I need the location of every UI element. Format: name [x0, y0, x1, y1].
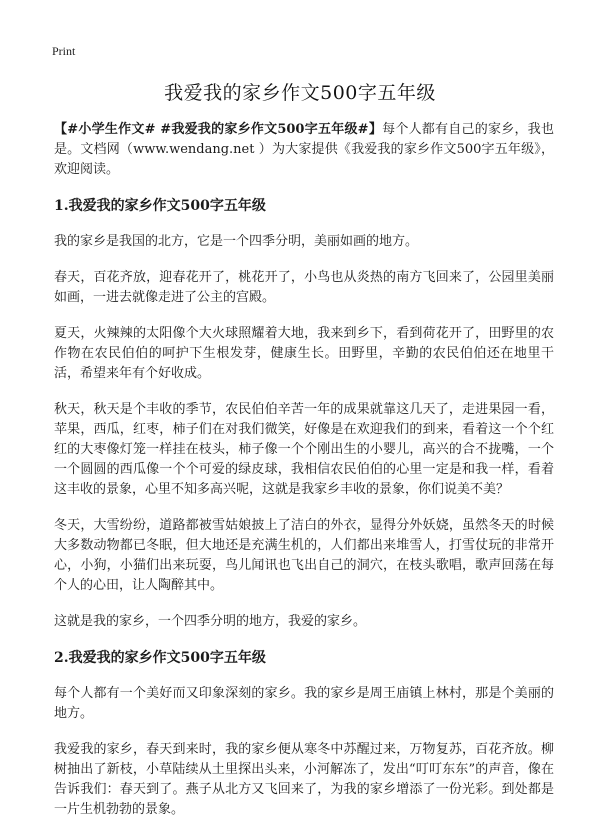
section-1-paragraph: 秋天，秋天是个丰收的季节，农民伯伯辛苦一年的成果就靠这几天了，走进果园一看，苹果，西瓜，红枣，柿子们在对我们微笑，好像是在欢迎我们的到来，看着这一个个红红的大枣像灯笼一样挂在枝头，柿子像一个个刚出生的小婴儿，高兴的合不拢嘴，一个一个圆圆的西瓜像一个个可爱的绿皮球，我相信农民伯伯的心里一定是和我一样，看着这丰收的景象，心里不知多高兴呢，这就是我家乡丰收的景象，你们说美不美？: [54, 402, 554, 497]
section-1-paragraph: 夏天，火辣辣的太阳像个大火球照耀着大地，我来到乡下，看到荷花开了，田野里的农作物在农民伯伯的呵护下生根发芽，健康生长。田野里，辛勤的农民伯伯还在地里干活，希望来年有个好收成。: [54, 326, 554, 381]
section-1-paragraph: 我的家乡是我国的北方，它是一个四季分明，美丽如画的地方。: [54, 234, 419, 249]
page-title: 我爱我的家乡作文500字五年级: [164, 82, 436, 104]
section-1-paragraph: 这就是我的家乡，一个四季分明的地方，我爱的家乡。: [54, 614, 367, 629]
intro-text: 每个人都有自己的家乡，我也是。文档网（www.wendang.net ）为大家提供《我爱我的家乡作文500字五年级》，欢迎阅读。: [54, 122, 554, 177]
section-1-paragraph: 冬天，大雪纷纷，道路都被雪姑娘披上了洁白的外衣，显得分外妖娆，虽然冬天的时候大多数动物都已冬眠，但大地还是充满生机的，人们都出来堆雪人，打雪仗玩的非常开心，小狗，小猫们出来玩耍，鸟儿闻讯也飞出自己的洞穴，在枝头歌唱，歌声回荡在每个人的心田，让人陶醉其中。: [54, 518, 554, 593]
section-heading-1: 1.我爱我的家乡作文500字五年级: [54, 198, 266, 214]
section-heading-2: 2.我爱我的家乡作文500字五年级: [54, 650, 266, 666]
section-1-paragraph: 春天，百花齐放，迎春花开了，桃花开了，小鸟也从炎热的南方飞回来了，公园里美丽如画，一进去就像走进了公主的宫殿。: [54, 270, 554, 305]
article-body: [54, 120, 554, 836]
intro-paragraph: [54, 120, 554, 180]
print-link[interactable]: Print: [52, 44, 76, 58]
section-2-paragraph: 每个人都有一个美好而又印象深刻的家乡。我的家乡是周王庙镇上林村，那是个美丽的地方。: [54, 686, 554, 721]
section-2-paragraph: 我爱我的家乡，春天到来时，我的家乡便从寒冬中苏醒过来，万物复苏，百花齐放。柳树抽出了新枝，小草陆续从土里探出头来，小河解冻了，发出“叮叮东东”的声音，像在告诉我们：春天到了。燕子从北方又飞回来了，为我的家乡增添了一份光彩。到处都是一片生机勃勃的景象。: [54, 742, 554, 817]
intro-tag: 【#小学生作文# #我爱我的家乡作文500字五年级#】: [54, 122, 383, 137]
